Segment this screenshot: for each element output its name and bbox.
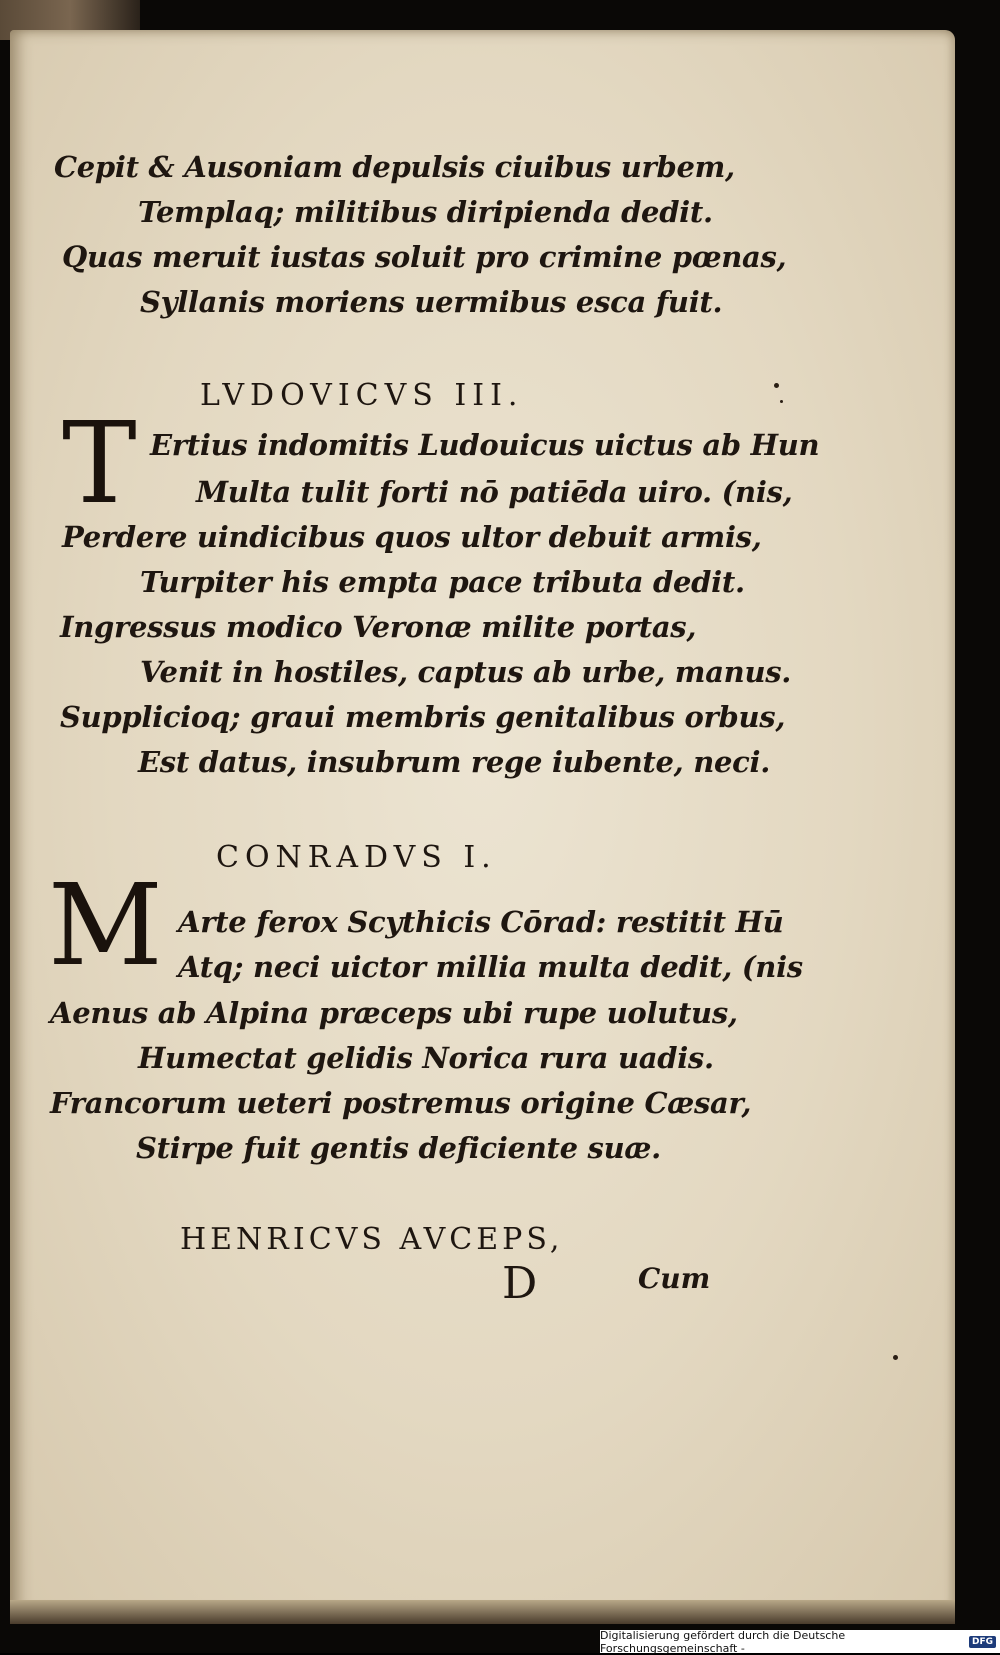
- verse-line: Quas meruit iustas soluit pro crimine pœnas,: [62, 240, 787, 274]
- credit-text: Digitalisierung gefördert durch die Deutsche Forschungsgemeinschaft -: [600, 1628, 846, 1655]
- verse-line: Est datus, insubrum rege iubente, neci.: [138, 745, 771, 779]
- verse-line: Humectat gelidis Norica rura uadis.: [138, 1041, 714, 1075]
- drop-initial: T: [62, 399, 137, 529]
- verse-line: Venit in hostiles, captus ab urbe, manus.: [140, 655, 792, 689]
- signature-mark: D: [502, 1258, 538, 1309]
- section-heading: LVDOVICVS III.: [200, 378, 524, 413]
- verse-line: Arte ferox Scythicis Cōrad: restitit Hū: [178, 905, 784, 939]
- paper-speck: [774, 383, 779, 388]
- verse-line: Stirpe fuit gentis deficiente suæ.: [136, 1131, 661, 1165]
- section-heading: HENRICVS AVCEPS,: [180, 1222, 564, 1257]
- verse-line: Supplicioq; graui membris genitalibus orbus,: [60, 700, 786, 734]
- verse-line: Turpiter his empta pace tributa dedit.: [140, 565, 745, 599]
- verse-line: Templaq; militibus diripienda dedit.: [138, 195, 713, 229]
- drop-initial: M: [48, 861, 163, 991]
- verse-line: Francorum ueteri postremus origine Cæsar,: [50, 1086, 752, 1120]
- verse-line: Multa tulit forti nō patiēda uiro. (nis,: [196, 475, 793, 509]
- digitization-credit-bar: [600, 1630, 1000, 1653]
- verse-line: Aenus ab Alpina præceps ubi rupe uolutus,: [50, 996, 738, 1030]
- dfg-logo: DFG: [969, 1636, 996, 1648]
- verse-line: Ertius indomitis Ludouicus uictus ab Hun: [150, 428, 820, 462]
- verse-line: Syllanis moriens uermibus esca fuit.: [140, 285, 723, 319]
- paper-speck: [780, 400, 783, 403]
- paper-speck: [893, 1355, 898, 1360]
- verse-line: Perdere uindicibus quos ultor debuit armis,: [62, 520, 762, 554]
- section-heading: CONRADVS I.: [216, 840, 497, 875]
- verse-line: Cepit & Ausoniam depulsis ciuibus urbem,: [54, 150, 735, 184]
- verse-line: Atq; neci uictor millia multa dedit, (nis: [178, 950, 803, 984]
- catchword: Cum: [638, 1262, 711, 1295]
- verse-line: Ingressus modico Veronæ milite portas,: [60, 610, 697, 644]
